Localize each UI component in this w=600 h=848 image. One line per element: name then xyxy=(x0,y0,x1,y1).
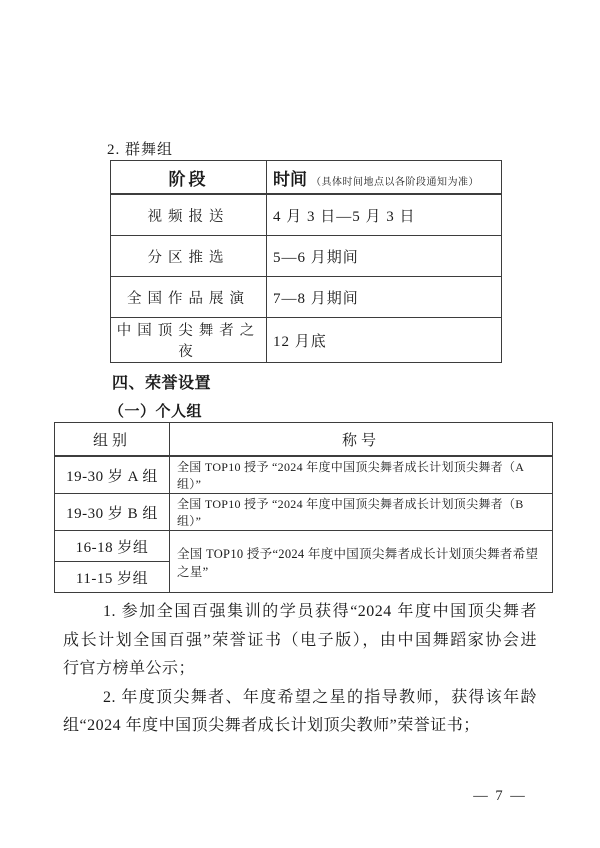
schedule-time-cell: 4 月 3 日—5 月 3 日 xyxy=(267,194,502,236)
schedule-time-cell: 5—6 月期间 xyxy=(267,236,502,277)
honors-row xyxy=(55,531,553,562)
group-dance-heading: 2. 群舞组 xyxy=(107,142,174,158)
honors-section-heading: 四、荣誉设置 xyxy=(112,375,212,392)
schedule-row xyxy=(111,194,502,236)
honors-group-cell: 16-18 岁组 xyxy=(55,531,170,562)
schedule-stage-cell: 中国顶尖舞者之夜 xyxy=(111,318,267,363)
paragraph-line: 成长计划全国百强”荣誉证书（电子版），由中国舞蹈家协会进 xyxy=(63,631,537,649)
schedule-row xyxy=(111,236,502,277)
schedule-stage-cell: 分区推选 xyxy=(111,236,267,277)
honors-table xyxy=(54,422,553,593)
honors-header-title: 称号 xyxy=(170,423,553,457)
honors-title-cell: 全国 TOP10 授予 “2024 年度中国顶尖舞者成长计划顶尖舞者（A 组）” xyxy=(170,456,553,494)
schedule-header-row xyxy=(111,161,502,195)
individual-group-subheading: （一）个人组 xyxy=(109,403,203,420)
honors-row xyxy=(55,456,553,494)
page-number: — 7 — xyxy=(473,788,527,804)
honors-group-cell: 19-30 岁 A 组 xyxy=(55,456,170,494)
honors-title-cell-merged: 全国 TOP10 授予“2024 年度中国顶尖舞者成长计划顶尖舞者希望之星” xyxy=(170,531,553,593)
paragraph-line: 2. 年度顶尖舞者、年度希望之星的指导教师，获得该年龄 xyxy=(103,688,537,706)
schedule-header-stage: 阶段 xyxy=(168,169,209,189)
schedule-row xyxy=(111,318,502,363)
schedule-header-time: 时间 xyxy=(273,169,307,189)
body-paragraphs xyxy=(63,598,537,741)
honors-title-cell: 全国 TOP10 授予 “2024 年度中国顶尖舞者成长计划顶尖舞者（B 组）” xyxy=(170,494,553,531)
paragraph-line: 行官方榜单公示； xyxy=(63,660,196,677)
honors-header-row xyxy=(55,423,553,457)
honors-group-cell: 11-15 岁组 xyxy=(55,562,170,593)
paragraph-line: 组“2024 年度中国顶尖舞者成长计划顶尖教师”荣誉证书； xyxy=(63,717,480,734)
schedule-row xyxy=(111,277,502,318)
paragraph-line: 1. 参加全国百强集训的学员获得“2024 年度中国顶尖舞者 xyxy=(103,603,537,620)
schedule-time-cell: 7—8 月期间 xyxy=(267,277,502,318)
schedule-stage-cell: 视频报送 xyxy=(111,194,267,236)
honors-group-cell: 19-30 岁 B 组 xyxy=(55,494,170,531)
schedule-table xyxy=(110,160,502,363)
schedule-stage-cell: 全国作品展演 xyxy=(111,277,267,318)
honors-header-group: 组别 xyxy=(55,423,170,457)
honors-row xyxy=(55,494,553,531)
schedule-time-cell: 12 月底 xyxy=(267,318,502,363)
schedule-header-time-note: （具体时间地点以各阶段通知为准） xyxy=(311,176,479,188)
